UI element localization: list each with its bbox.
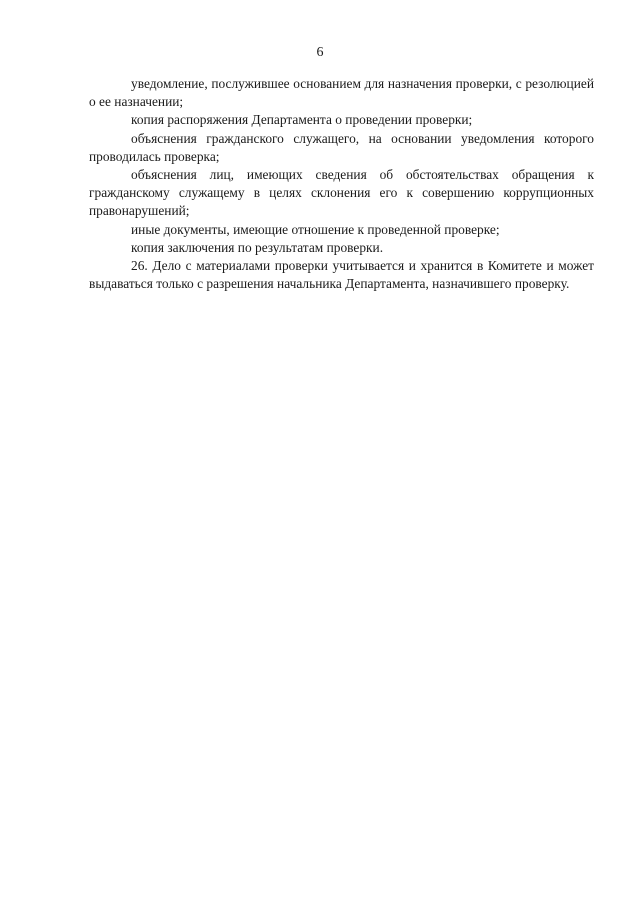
document-body — [89, 75, 594, 293]
page-number: 6 — [316, 45, 324, 60]
paragraph-conclusion-copy: копия заключения по результатам проверки. — [131, 239, 384, 255]
paragraph-order-copy: копия распоряжения Департамента о проведении проверки; — [131, 112, 473, 128]
paragraph-notification: уведомление, послужившее основанием для назначения проверки, с резолюцией о ее назначении; — [89, 76, 594, 110]
paragraph-item-26: 26. Дело с материалами проверки учитывается и хранится в Комитете и может выдаваться только с разрешения начальника Департамента, назначившего проверку. — [89, 258, 594, 292]
paragraph-witness-explanations: объяснения лиц, имеющих сведения об обстоятельствах обращения к гражданскому служащему в целях склонения его к совершению коррупционных правонарушений; — [89, 167, 594, 219]
paragraph-employee-explanations: объяснения гражданского служащего, на основании уведомления которого проводилась проверка; — [89, 130, 594, 164]
paragraph-other-documents: иные документы, имеющие отношение к проведенной проверке; — [131, 221, 500, 237]
